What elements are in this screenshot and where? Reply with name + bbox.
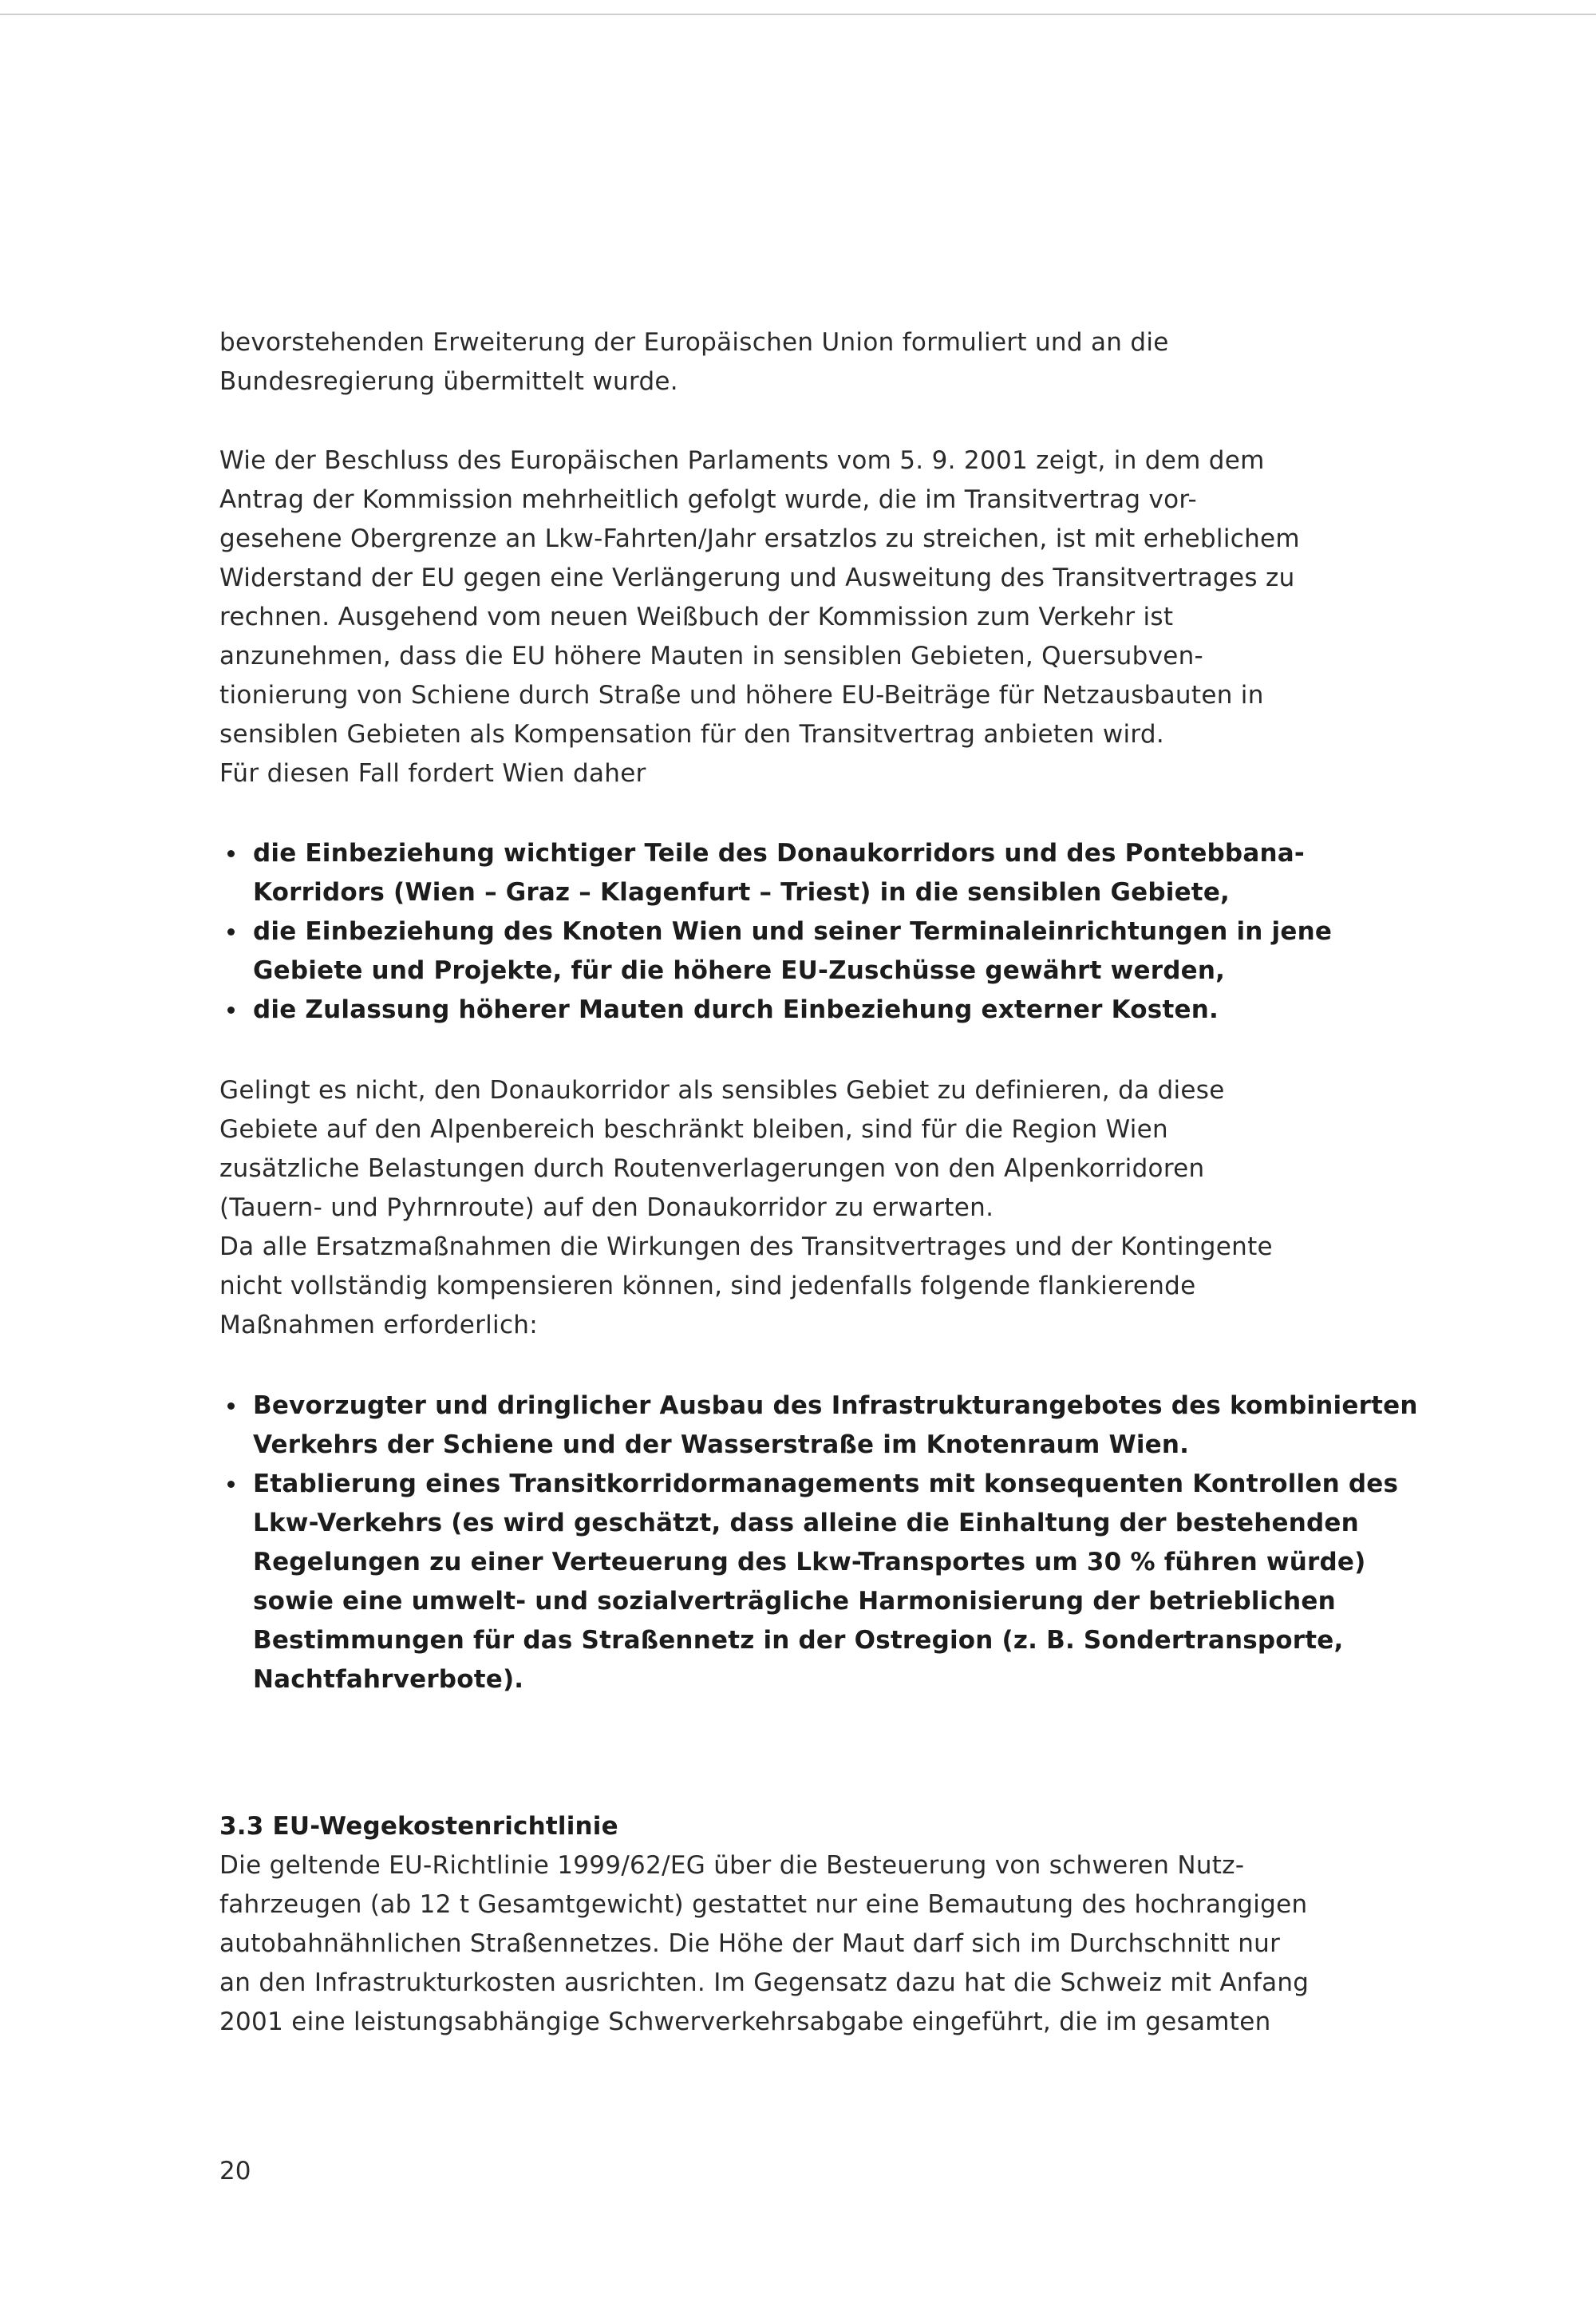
text-line: Gelingt es nicht, den Donaukorridor als sensibles Gebiet zu definieren, da diese xyxy=(219,1076,1225,1105)
text-line: 2001 eine leistungsabhängige Schwerverkehrsabgabe eingeführt, die im gesamten xyxy=(219,2007,1271,2036)
text-line: Lkw-Verkehrs (es wird geschätzt, dass alleine die Einhaltung der bestehenden xyxy=(253,1509,1359,1537)
text-line: Antrag der Kommission mehrheitlich gefolgt wurde, die im Transitvertrag vor- xyxy=(219,485,1197,514)
text-line: die Einbeziehung wichtiger Teile des Donaukorridors und des Pontebbana- xyxy=(253,839,1305,868)
page-number: 20 xyxy=(219,2157,251,2185)
text-line: (Tauern- und Pyhrnroute) auf den Donaukorridor zu erwarten. xyxy=(219,1193,994,1222)
document-body xyxy=(219,323,1418,2042)
bullet-icon xyxy=(227,850,235,857)
text-line: Bestimmungen für das Straßennetz in der Ostregion (z. B. Sondertransporte, xyxy=(253,1626,1344,1655)
list-item xyxy=(219,1386,1418,1465)
text-line: autobahnähnlichen Straßennetzes. Die Höhe der Maut darf sich im Durchschnitt nur xyxy=(219,1929,1281,1958)
text-line: Bundesregierung übermittelt wurde. xyxy=(219,367,678,396)
paragraph-road-charging-directive xyxy=(219,1846,1369,2042)
vienna-demands-list xyxy=(219,834,1369,1030)
text-line: an den Infrastrukturkosten ausrichten. Im Gegensatz dazu hat die Schweiz mit Anfang xyxy=(219,1968,1310,1997)
text-line: Widerstand der EU gegen eine Verlängerung und Ausweitung des Transitvertrages zu xyxy=(219,564,1295,592)
text-line: Da alle Ersatzmaßnahmen die Wirkungen des Transitvertrages und der Kontingente xyxy=(219,1232,1273,1261)
text-line: fahrzeugen (ab 12 t Gesamtgewicht) gestattet nur eine Bemautung des hochrangigen xyxy=(219,1890,1308,1919)
bullet-icon xyxy=(227,1402,235,1410)
list-item xyxy=(219,834,1369,912)
text-line: Maßnahmen erforderlich: xyxy=(219,1311,538,1339)
list-item xyxy=(219,1465,1399,1699)
text-line: Regelungen zu einer Verteuerung des Lkw-Transportes um 30 % führen würde) xyxy=(253,1548,1366,1576)
text-line: Bevorzugter und dringlicher Ausbau des Infrastrukturangebotes des kombinierten xyxy=(253,1391,1418,1420)
text-line: Verkehrs der Schiene und der Wasserstraße im Knotenraum Wien. xyxy=(253,1430,1190,1459)
list-item xyxy=(219,912,1369,991)
text-line: Korridors (Wien – Graz – Klagenfurt – Triest) in die sensiblen Gebiete, xyxy=(253,878,1231,907)
section-heading: 3.3 EU-Wegekostenrichtlinie xyxy=(219,1812,618,1841)
bullet-icon xyxy=(227,1007,235,1014)
bullet-icon xyxy=(227,1481,235,1488)
text-line: rechnen. Ausgehend vom neuen Weißbuch der Kommission zum Verkehr ist xyxy=(219,603,1174,631)
text-line: nicht vollständig kompensieren können, sind jedenfalls folgende flankierende xyxy=(219,1272,1196,1300)
text-line: bevorstehenden Erweiterung der Europäischen Union formuliert und an die xyxy=(219,328,1169,357)
text-line: gesehene Obergrenze an Lkw-Fahrten/Jahr ersatzlos zu streichen, ist mit erheblichem xyxy=(219,524,1300,553)
text-line: Für diesen Fall fordert Wien daher xyxy=(219,759,646,788)
bullet-icon xyxy=(227,928,235,936)
paragraph-danube-corridor xyxy=(219,1071,1369,1345)
text-line: sensiblen Gebieten als Kompensation für den Transitvertrag anbieten wird. xyxy=(219,720,1165,749)
list-item xyxy=(219,991,1369,1030)
text-line: die Zulassung höherer Mauten durch Einbeziehung externer Kosten. xyxy=(253,995,1219,1024)
text-line: Wie der Beschluss des Europäischen Parlaments vom 5. 9. 2001 zeigt, in dem dem xyxy=(219,446,1265,475)
text-line: Gebiete auf den Alpenbereich beschränkt bleiben, sind für die Region Wien xyxy=(219,1115,1168,1144)
text-line: anzunehmen, dass die EU höhere Mauten in sensiblen Gebieten, Quersubven- xyxy=(219,642,1204,670)
text-line: Gebiete und Projekte, für die höhere EU-Zuschüsse gewährt werden, xyxy=(253,956,1226,985)
text-line: sowie eine umwelt- und sozialverträgliche Harmonisierung der betrieblichen xyxy=(253,1587,1336,1616)
paragraph-eu-enlargement xyxy=(219,323,1369,401)
flanking-measures-list xyxy=(219,1386,1418,1699)
text-line: tionierung von Schiene durch Straße und höhere EU-Beiträge für Netzausbauten in xyxy=(219,681,1264,710)
text-line: zusätzliche Belastungen durch Routenverlagerungen von den Alpenkorridoren xyxy=(219,1154,1205,1183)
paragraph-parliament-decision xyxy=(219,441,1369,793)
text-line: Die geltende EU-Richtlinie 1999/62/EG über die Besteuerung von schweren Nutz- xyxy=(219,1851,1245,1880)
text-line: Nachtfahrverbote). xyxy=(253,1665,524,1694)
text-line: Etablierung eines Transitkorridormanagements mit konsequenten Kontrollen des xyxy=(253,1470,1399,1498)
text-line: die Einbeziehung des Knoten Wien und seiner Terminaleinrichtungen in jene xyxy=(253,917,1333,946)
top-scan-edge xyxy=(0,14,1596,15)
